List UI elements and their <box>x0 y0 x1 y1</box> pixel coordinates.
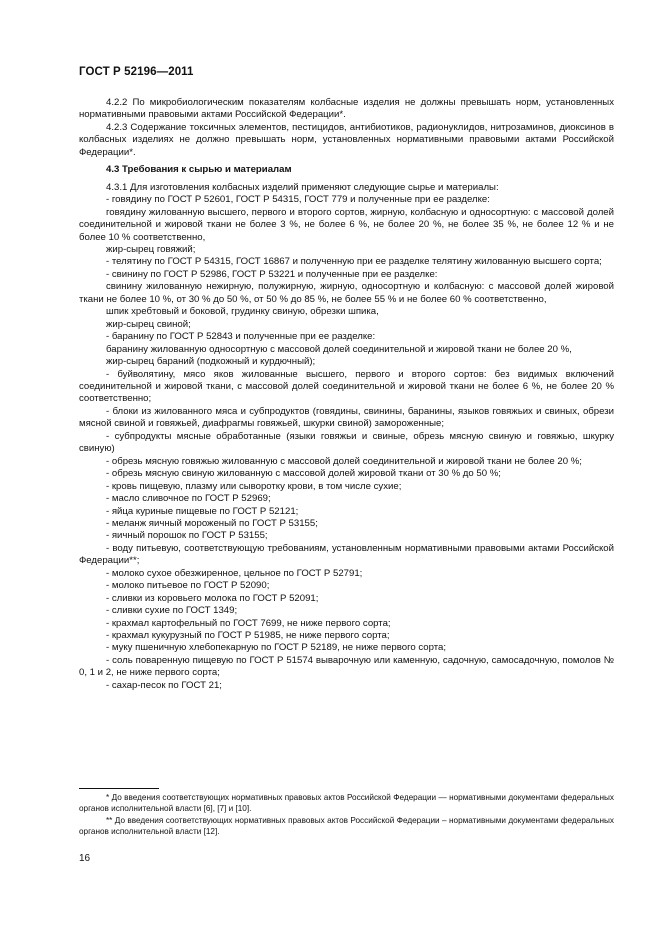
paragraph-4-2-2: 4.2.2 По микробиологическим показателям колбасные изделия не должны превышать норм, установленных нормативными правовыми актами Российской Федерации*. <box>79 97 614 121</box>
document-header: ГОСТ Р 52196—2011 <box>79 66 194 78</box>
list-item: - сливки из коровьего молока по ГОСТ Р 52091; <box>106 592 319 604</box>
list-item: - кровь пищевую, плазму или сыворотку крови, в том числе сухие; <box>106 480 402 492</box>
list-item: жир-сырец говяжий; <box>106 243 196 255</box>
footnotes <box>79 792 614 838</box>
list-item: - блоки из жилованного мяса и субпродуктов (говядины, свинины, баранины, языков говяжьих и свиных, обрези мясной свиной и говяжьей, диафрагмы говяжьей, шкурки свиной) замороженные; <box>79 405 614 430</box>
list-item: - муку пшеничную хлебопекарную по ГОСТ Р 52189, не ниже первого сорта; <box>106 642 447 654</box>
list-item: - баранину по ГОСТ Р 52843 и полученные при ее разделке: <box>106 331 376 343</box>
list-item: - говядину по ГОСТ Р 52601, ГОСТ Р 54315, ГОСТ 779 и полученные при ее разделке: <box>106 194 490 206</box>
list-item: свинину жилованную нежирную, полужирную, жирную, односортную и колбасную: с массовой долей жировой ткани не более 10 %, от 30 % до 50 %, от 50 % до 85 %, не более 55 % и не более 60 % соответственно, <box>79 281 614 305</box>
list-item: жир-сырец бараний (подкожный и курдючный); <box>106 356 316 368</box>
list-item: - свинину по ГОСТ Р 52986, ГОСТ Р 53221 и полученные при ее разделке: <box>106 268 438 280</box>
paragraph-4-3-1: 4.3.1 Для изготовления колбасных изделий применяют следующие сырье и материалы: <box>106 181 499 193</box>
paragraph-4-2-3: 4.2.3 Содержание токсичных элементов, пестицидов, антибиотиков, радионуклидов, нитрозаминов, диоксинов в колбасных изделиях не должно превышать норм, установленных нормативными правовыми актами Российской Федерации*. <box>79 121 614 158</box>
list-item: - сахар-песок по ГОСТ 21; <box>106 679 222 691</box>
page-number: 16 <box>79 853 91 864</box>
document-body <box>79 97 614 692</box>
list-item: - буйволятину, мясо яков жилованные высшего, первого и второго сортов: без видимых включений соединительной и жировой ткани, с массовой долей соединительной и жировой ткани не более 6 %, не более 20 % соответственно; <box>79 368 614 405</box>
list-item: - крахмал кукурузный по ГОСТ Р 51985, не ниже первого сорта; <box>106 630 390 642</box>
list-item: - масло сливочное по ГОСТ Р 52969; <box>106 493 271 505</box>
section-heading-4-3: 4.3 Требования к сырью и материалам <box>106 164 292 176</box>
list-item: - яичный порошок по ГОСТ Р 53155; <box>106 530 268 542</box>
list-item: - телятину по ГОСТ Р 54315, ГОСТ 16867 и полученную при ее разделке телятину жилованную высшего сорта; <box>106 256 602 268</box>
list-item: - обрезь мясную говяжью жилованную с массовой долей соединительной и жировой ткани не более 20 %; <box>106 455 582 467</box>
list-item: баранину жилованную односортную с массовой долей соединительной и жировой ткани не более 20 %, <box>106 343 572 355</box>
list-item: - воду питьевую, соответствующую требованиям, установленным нормативными правовыми актами Российской Федерации**; <box>79 542 614 567</box>
list-item: шпик хребтовый и боковой, грудинку свиную, обрезки шпика, <box>106 306 379 318</box>
footnote-1: * До введения соответствующих нормативных правовых актов Российской Федерации — нормативными документами федеральных органов исполнительной власти [6], [7] и [10]. <box>79 793 614 814</box>
list-item: - субпродукты мясные обработанные (языки говяжьи и свиные, обрезь мясную свиную и говяжью, шкурку свиную) <box>79 430 614 455</box>
list-item: - молоко питьевое по ГОСТ Р 52090; <box>106 580 270 592</box>
list-item: - сливки сухие по ГОСТ 1349; <box>106 605 238 617</box>
footnote-divider <box>79 788 159 789</box>
list-item: - молоко сухое обезжиренное, цельное по ГОСТ Р 52791; <box>106 567 363 579</box>
footnote-2: ** До введения соответствующих нормативных правовых актов Российской Федерации – нормативными документами федеральных органов исполнительной власти [12]. <box>79 815 614 837</box>
list-item: - соль поваренную пищевую по ГОСТ Р 51574 выварочную или каменную, садочную, самосадочную, помолов № 0, 1 и 2, не ниже первого сорта; <box>79 654 614 679</box>
list-item: - крахмал картофельный по ГОСТ 7699, не ниже первого сорта; <box>106 617 391 629</box>
list-item: - яйца куриные пищевые по ГОСТ Р 52121; <box>106 505 299 517</box>
list-item: жир-сырец свиной; <box>106 318 191 330</box>
list-item: - обрезь мясную свиную жилованную с массовой долей жировой ткани от 30 % до 50 %; <box>106 468 501 480</box>
list-item: - меланж яичный мороженый по ГОСТ Р 53155; <box>106 517 318 529</box>
list-item: говядину жилованную высшего, первого и второго сортов, жирную, колбасную и односортную: с массовой долей соединительной и жировой ткани не более 3 %, не более 6 %, не более 20 %, не более 35 %, не более 12 % и не более 10 % соответственно, <box>79 206 614 243</box>
